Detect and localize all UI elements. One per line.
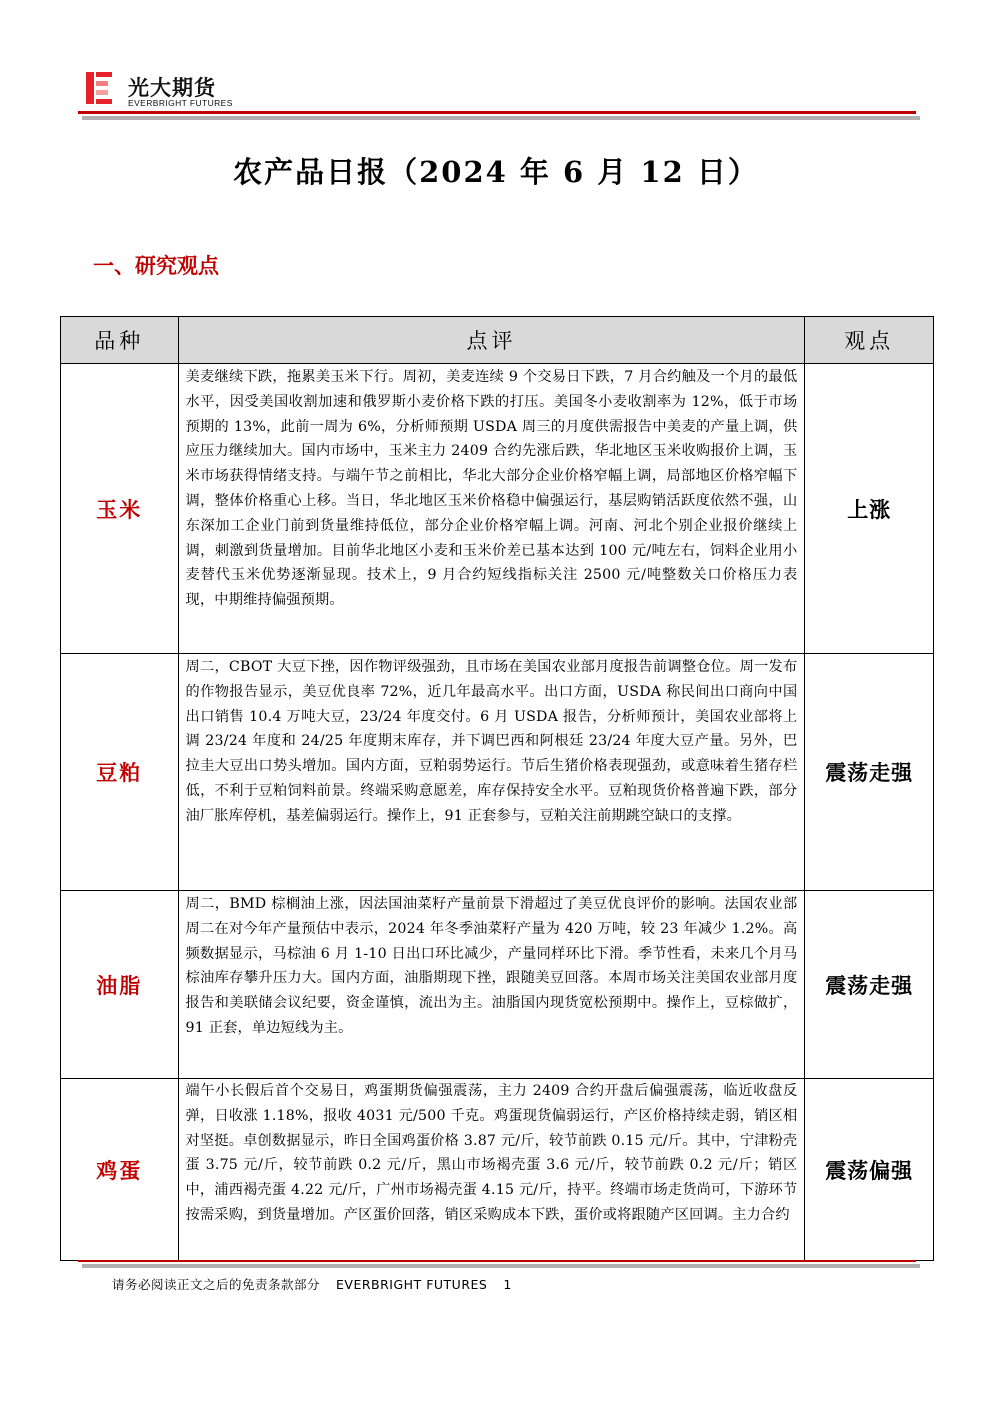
document-title: 农产品日报（2024 年 6 月 12 日） <box>233 155 759 189</box>
table-row <box>61 654 934 891</box>
view-cell: 震荡走强 <box>805 654 934 891</box>
table-row <box>61 364 934 654</box>
variety-cell: 豆粕 <box>61 654 179 891</box>
footer-divider-shadow <box>82 1264 920 1268</box>
header-divider <box>78 111 916 114</box>
comment-cell <box>178 1079 805 1261</box>
view-cell: 震荡走强 <box>805 891 934 1079</box>
comment-text: 端午小长假后首个交易日，鸡蛋期货偏强震荡，主力 2409 合约开盘后偏强震荡，临近收盘反弹，日收涨 1.18%，报收 4031 元/500 千克。鸡蛋现货偏弱运行，产区价格持续走弱，销区相对坚挺。卓创数据显示，昨日全国鸡蛋价格 3.87 元/斤，较节前跌 0.15 元/斤。其中，宁津粉壳蛋 3.75 元/斤，较节前跌 0.2 元/斤，黑山市场褐壳蛋 3.6 元/斤，较节前跌 0.2 元/斤；销区中，浦西褐壳蛋 4.22 元/斤，广州市场褐壳蛋 4.15 元/斤，持平。终端市场走货尚可，下游环节按需采购，到货量增加。产区蛋价回落，销区采购成本下跌，蛋价或将跟随产区回调。主力合约 <box>185 1083 798 1223</box>
view-cell: 震荡偏强 <box>805 1079 934 1261</box>
table-row <box>61 1079 934 1261</box>
comment-cell: 美麦继续下跌，拖累美玉米下行。周初，美麦连续 9 个交易日下跌，7 月合约触及一个月的最低水平，因受美国收割加速和俄罗斯小麦价格下跌的打压。美国冬小麦收割率为 12%，低于市场预期的 13%，此前一周为 6%，分析师预期 USDA 周三的月度供需报告中美麦的产量上调，供应压力继续加大。国内市场中，玉米主力 2409 合约先涨后跌，华北地区玉米收购报价上调，玉米市场获得情绪支持。与端午节之前相比，华北大部分企业价格窄幅上调，局部地区价格窄幅下调，整体价格重心上移。当日，华北地区玉米价格稳中偏强运行，基层购销活跃度依然不强，山东深加工企业门前到货量维持低位，部分企业价格窄幅上调。河南、河北个别企业报价继续上调，刺激到货量增加。目前华北地区小麦和玉米价差已基本达到 100 元/吨左右，饲料企业用小麦替代玉米优势逐渐显现。技术上，9 月合约短线指标关注 2500 元/吨整数关口价格压力表现，中期维持偏强预期。 <box>178 364 805 654</box>
brand-name-en: EVERBRIGHT FUTURES <box>128 98 233 108</box>
variety-cell: 玉米 <box>61 364 179 654</box>
header-comment: 点评 <box>178 317 805 364</box>
research-views-table <box>60 316 934 1261</box>
comment-cell: 周二，BMD 棕榈油上涨，因法国油菜籽产量前景下滑超过了美豆优良评价的影响。法国农业部周二在对今年产量预估中表示，2024 年冬季油菜籽产量为 420 万吨，较 23 年减少 1.2%。高频数据显示，马棕油 6 月 1-10 日出口环比减少，产量同样环比下滑。季节性看，未来几个月马棕油库存攀升压力大。国内方面，油脂期现下挫，跟随美豆回落。本周市场关注美国农业部月度报告和美联储会议纪要，资金谨慎，流出为主。油脂国内现货宽松预期中。操作上，豆棕做扩，91 正套，单边短线为主。 <box>178 891 805 1079</box>
view-cell: 上涨 <box>805 364 934 654</box>
brand-name-cn: 光大期货 <box>128 76 216 100</box>
section-heading: 一、研究观点 <box>93 253 219 278</box>
company-logo <box>86 68 246 108</box>
footer-brand: EVERBRIGHT FUTURES <box>336 1277 488 1292</box>
header-view: 观点 <box>805 317 934 364</box>
table-row <box>61 891 934 1079</box>
page-number: 1 <box>503 1277 512 1292</box>
disclaimer-note: 请务必阅读正文之后的免责条款部分 <box>112 1277 321 1292</box>
header-variety: 品种 <box>61 317 179 364</box>
footer-divider <box>78 1260 916 1262</box>
variety-cell: 油脂 <box>61 891 179 1079</box>
table-header-row <box>61 317 934 364</box>
variety-cell: 鸡蛋 <box>61 1079 179 1261</box>
page-footer <box>112 1275 512 1293</box>
comment-cell: 周二，CBOT 大豆下挫，因作物评级强劲，且市场在美国农业部月度报告前调整仓位。周一发布的作物报告显示，美豆优良率 72%，近几年最高水平。出口方面，USDA 称民间出口商向中国出口销售 10.4 万吨大豆，23/24 年度交付。6 月 USDA 报告，分析师预计，美国农业部将上调 23/24 年度和 24/25 年度期末库存，并下调巴西和阿根廷 23/24 年度大豆产量。另外，巴拉圭大豆出口势头增加。国内方面，豆粕弱势运行。节后生猪价格表现强劲，或意味着生猪存栏低，不利于豆粕饲料前景。终端采购意愿差，库存保持安全水平。豆粕现货价格普遍下跌，部分油厂胀库停机，基差偏弱运行。操作上，91 正套参与，豆粕关注前期跳空缺口的支撑。 <box>178 654 805 891</box>
header-divider-shadow <box>82 116 920 120</box>
everbright-logo-icon <box>86 72 112 104</box>
